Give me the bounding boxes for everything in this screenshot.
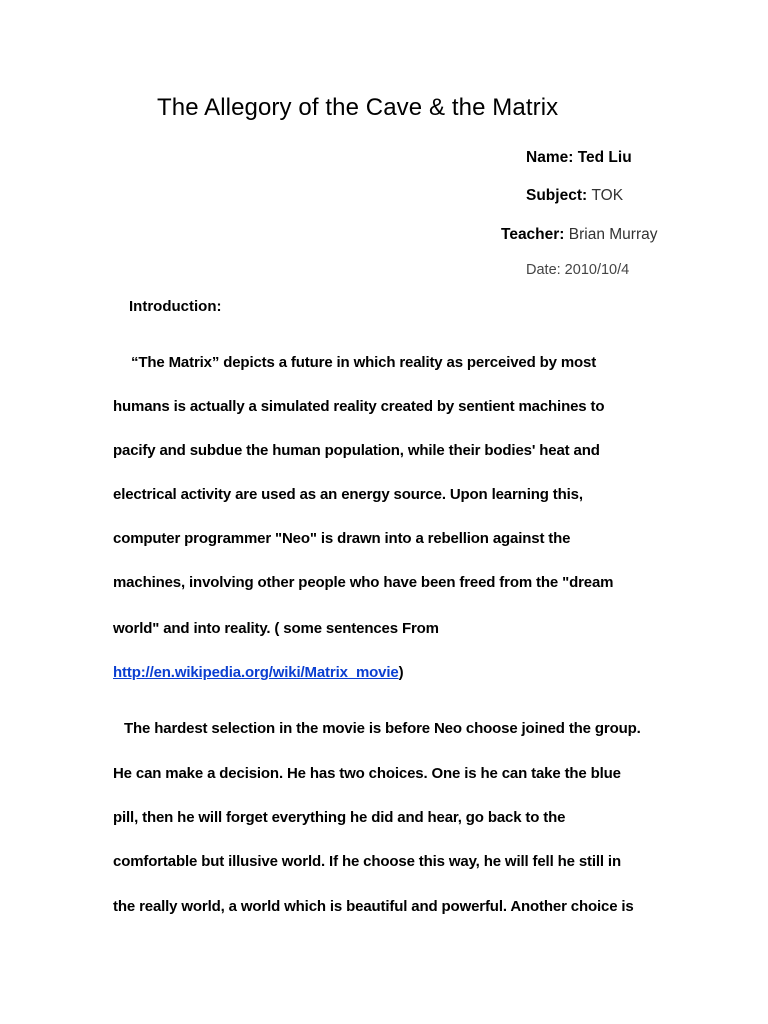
paragraph1-line: electrical activity are used as an energy source. Upon learning this, [113,486,583,503]
introduction-heading: Introduction: [129,298,222,315]
document-title: The Allegory of the Cave & the Matrix [157,94,559,121]
date-line: Date: 2010/10/4 [526,262,630,278]
subject-value: TOK [591,187,624,204]
paragraph2-line: pill, then he will forget everything he did and hear, go back to the [113,809,566,826]
teacher-value: Brian Murray [568,226,658,243]
subject-line [526,187,623,205]
teacher-label: Teacher: [501,226,565,243]
paragraph1-line: world" and into reality. ( some sentences From [113,620,439,637]
paragraph2-line: the really world, a world which is beautiful and powerful. Another choice is [113,898,634,915]
paragraph1-line: pacify and subdue the human population, while their bodies' heat and [113,442,600,459]
paragraph1-line: humans is actually a simulated reality created by sentient machines to [113,398,605,415]
paragraph2-line: comfortable but illusive world. If he choose this way, he will fell he still in [113,853,621,870]
source-close-paren: ) [398,664,404,681]
name-label: Name: [526,149,574,166]
paragraph2-line: He can make a decision. He has two choices. One is he can take the blue [113,765,621,782]
paragraph1-line: machines, involving other people who have been freed from the "dream [113,574,614,591]
paragraph1-line: “The Matrix” depicts a future in which reality as perceived by most [131,354,597,371]
author-name [526,149,632,167]
paragraph1-line: computer programmer "Neo" is drawn into a rebellion against the [113,530,571,547]
wikipedia-link[interactable]: http://en.wikipedia.org/wiki/Matrix_movie [113,664,399,681]
paragraph2-line: The hardest selection in the movie is before Neo choose joined the group. [124,720,641,737]
subject-label: Subject: [526,187,588,204]
teacher-line [501,226,658,244]
source-line [113,664,403,681]
name-value: Ted Liu [577,149,632,166]
